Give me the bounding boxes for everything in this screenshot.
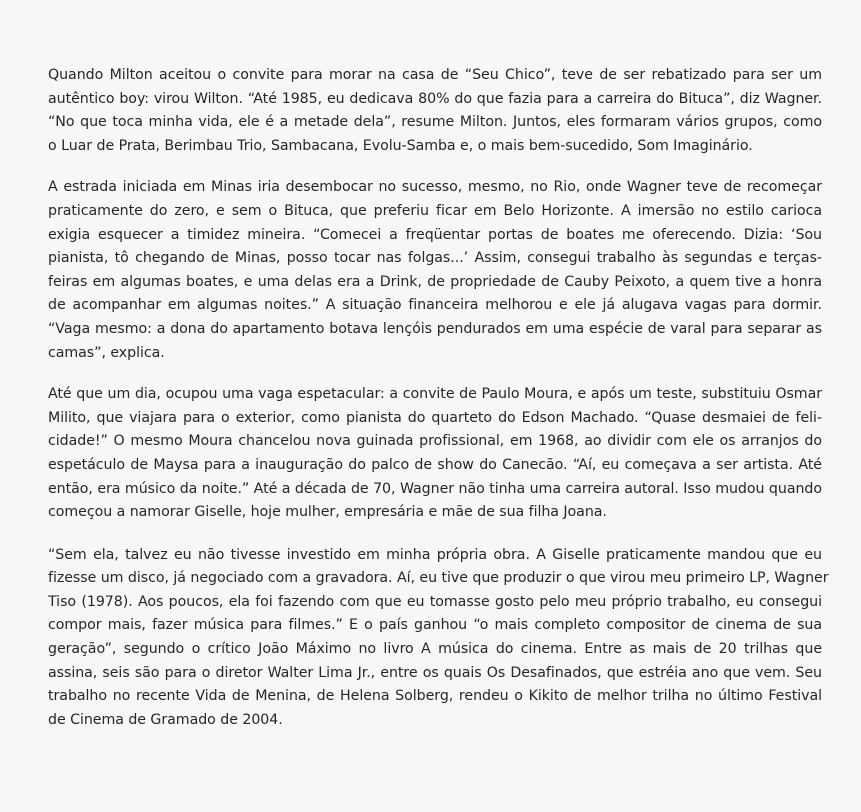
text-line: exigia esquecer a timidez mineira. “Comecei a freqüentar portas de boates me oferecendo. Dizia: ‘Sou [48,226,822,243]
document-page [48,64,829,750]
text-line: feiras em algumas boates, e uma delas era a Drink, de propriedade de Cauby Peixoto, a quem tive a honra [48,273,822,290]
text-line: então, era músico da noite.” Até a década de 70, Wagner não tinha uma carreira autoral. Isso mudou quando [48,480,822,497]
text-line: “Sem ela, talvez eu não tivesse investido em minha própria obra. A Giselle praticamente mandou que eu [48,546,822,563]
paragraph-2 [48,176,822,365]
text-line: fizesse um disco, já negociado com a gravadora. Aí, eu tive que produzir o que virou meu primeiro LP, Wagner [48,570,829,587]
text-line: o Luar de Prata, Berimbau Trio, Sambacana, Evolu-Samba e, o mais bem-sucedido, Som Imaginário. [48,137,753,154]
text-line: trabalho no recente Vida de Menina, de Helena Solberg, rendeu o Kikito de melhor trilha no último Festival [48,688,822,705]
text-line: Tiso (1978). Aos poucos, ela foi fazendo com que eu tomasse gosto pelo meu próprio trabalho, eu consegui [48,593,822,610]
text-line: camas”, explica. [48,344,165,361]
text-line: Quando Milton aceitou o convite para morar na casa de “Seu Chico”, teve de ser rebatizado para ser um [48,67,822,83]
text-line: “Vaga mesmo: a dona do apartamento botava lençóis pendurados em uma espécie de varal para separar as [48,320,822,337]
text-line: compor mais, fazer música para filmes.” E o país ganhou “o mais completo compositor de cinema de sua [48,617,822,634]
text-line: Até que um dia, ocupou uma vaga espetacular: a convite de Paulo Moura, e após um teste, substituiu Osmar [48,386,822,403]
text-line: cidade!” O mesmo Moura chancelou nova guinada profissional, em 1968, ao dividir com ele os arranjos do [48,433,822,450]
paragraph-1 [48,64,822,158]
text-line: espetáculo de Maysa para a inauguração do palco de show do Canecão. “Aí, eu começava a ser artista. Até [48,456,822,473]
text-line: praticamente do zero, e sem o Bituca, que preferiu ficar em Belo Horizonte. A imersão no estilo carioca [48,202,822,219]
paragraph-4 [48,544,829,733]
text-line: de Cinema de Gramado de 2004. [48,711,283,728]
text-line: A estrada iniciada em Minas iria desembocar no sucesso, mesmo, no Rio, onde Wagner teve de recomeçar [48,179,822,196]
text-line: Milito, que viajara para o exterior, como pianista do quarteto do Edson Machado. “Quase desmaiei de feli- [48,409,822,426]
text-line: de acompanhar em algumas noites.” A situação financeira melhorou e ele já alugava vagas para dormir. [48,297,822,314]
text-line: começou a namorar Giselle, hoje mulher, empresária e mãe de sua filha Joana. [48,504,607,521]
text-line: assina, seis são para o diretor Walter Lima Jr., entre os quais Os Desafinados, que estréia ano que vem. Seu [48,664,822,681]
text-line: “No que toca minha vida, ele é a metade dela”, resume Milton. Juntos, eles formaram vários grupos, como [48,114,822,131]
paragraph-3 [48,383,822,525]
text-line: pianista, tô chegando de Minas, posso tocar nas folgas...’ Assim, consegui trabalho às segundas e terças- [48,250,822,267]
text-line: autêntico boy: virou Wilton. “Até 1985, eu dedicava 80% do que fazia para a carreira do Bituca”, diz Wagner. [48,90,822,107]
text-line: geração”, segundo o crítico João Máximo no livro A música do cinema. Entre as mais de 20 trilhas que [48,641,822,658]
